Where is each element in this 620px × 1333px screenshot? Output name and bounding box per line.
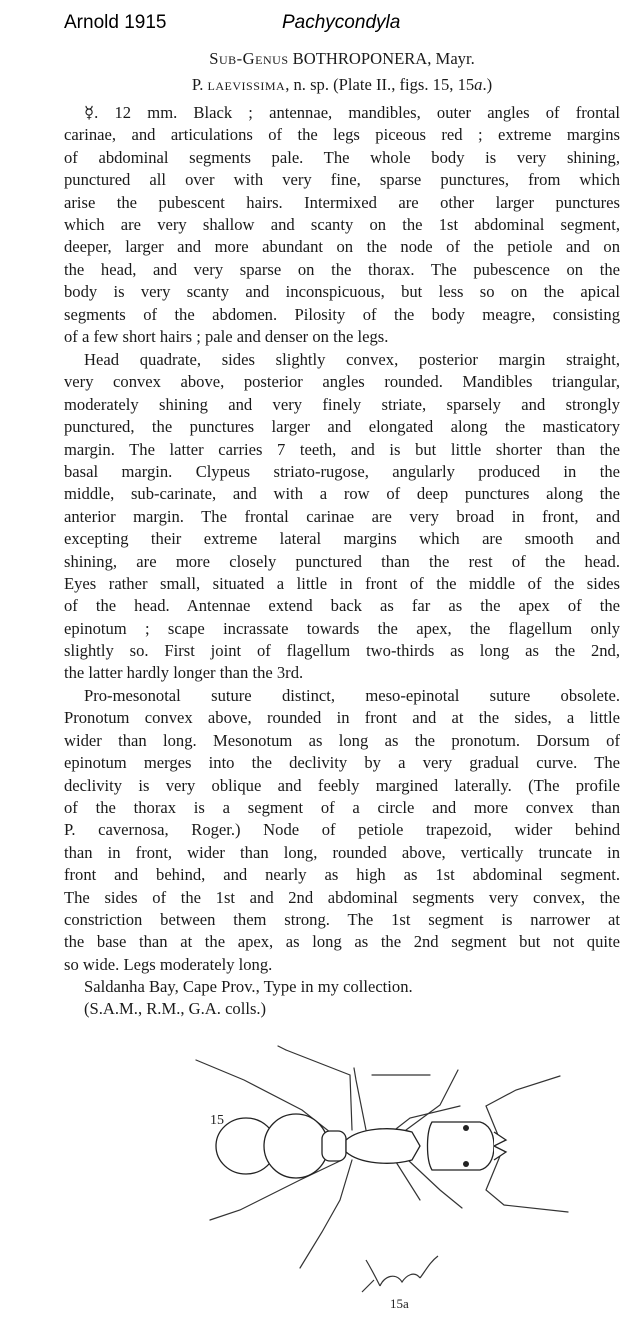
- figure-15a-label: 15a: [390, 1296, 409, 1311]
- subgenus-name: BOTHROPONERA, Mayr.: [292, 49, 475, 68]
- figure-15a-petiole: [362, 1256, 438, 1292]
- text-line: margin. The latter carries 7 teeth, and is but little shorter than the: [64, 439, 620, 459]
- text-line: of the thorax is a segment of a circle and more convex than: [64, 797, 620, 817]
- gaster-second-segment: [264, 1114, 328, 1178]
- text-line: of the head. Antennae extend back as far as the apex of the: [64, 596, 620, 616]
- head: [428, 1122, 495, 1170]
- text-line: segments of the abdomen. Pilosity of the body meagre, consisting: [64, 304, 620, 324]
- text-line: the latter hardly longer than the 3rd.: [64, 663, 304, 683]
- text-line: basal margin. Clypeus striato-rugose, angularly produced in the: [64, 461, 620, 481]
- text-line: the base than at the apex, as long as the 2nd segment but not quite: [64, 932, 620, 952]
- text-line: deeper, larger and more abundant on the node of the petiole and on: [64, 237, 620, 257]
- text-line: shining, are more closely punctured than the rest of the head.: [64, 551, 620, 571]
- eye-upper: [463, 1125, 469, 1131]
- text-line: which are very shallow and scanty on the 1st abdominal segment,: [64, 214, 620, 234]
- subgenus-prefix: Sub-Genus: [209, 49, 289, 68]
- text-line: so wide. Legs moderately long.: [64, 954, 273, 974]
- text-line: carinae, and articulations of the legs piceous red ; extreme margins: [64, 125, 620, 145]
- thorax: [346, 1129, 420, 1164]
- text-line: the head, and very sparse on the thorax. The pubescence on the: [64, 259, 620, 279]
- running-header-author: Arnold 1915: [64, 12, 167, 33]
- text-line: than in front, wider than long, rounded above, vertically truncate in: [64, 842, 620, 862]
- petiole-node: [322, 1131, 346, 1161]
- text-line: The sides of the 1st and 2nd abdominal segments very convex, the: [64, 887, 620, 907]
- text-line: front and behind, and nearly as high as 1st abdominal segment.: [64, 865, 620, 885]
- eye-lower: [463, 1161, 469, 1167]
- text-line: anterior margin. The frontal carinae are very broad in front, and: [64, 506, 620, 526]
- text-line: epinotum merges into the declivity by a very gradual curve. The: [64, 753, 620, 773]
- text-line: body is very scanty and inconspicuous, but less so on the apical: [64, 282, 620, 302]
- text-line: punctured, the punctures larger and elongated along the masticatory: [64, 417, 620, 437]
- text-line: slightly so. First joint of flagellum two-thirds as long as the 2nd,: [64, 641, 620, 661]
- species-plate-end: .): [482, 75, 493, 94]
- text-line: of a few short hairs ; pale and denser on the legs.: [64, 326, 389, 346]
- text-line: wider than long. Mesonotum as long as the pronotum. Dorsum of: [64, 730, 620, 750]
- text-line: P. cavernosa, Roger.) Node of petiole trapezoid, wider behind: [64, 820, 620, 840]
- species-epithet: laevissima: [207, 75, 286, 94]
- text-line: Head quadrate, sides slightly convex, posterior margin straight,: [84, 350, 620, 369]
- text-line: punctured all over with very fine, sparse punctures, from which: [64, 170, 620, 190]
- text-line: middle, sub-carinate, and with a row of deep punctures along the: [64, 484, 620, 504]
- text-line: arise the pubescent hairs. Intermixed are other larger punctures: [64, 192, 620, 212]
- text-line: of abdominal segments pale. The whole body is very shining,: [64, 147, 620, 167]
- text-line: (S.A.M., R.M., G.A. colls.): [84, 999, 267, 1019]
- text-line: epinotum ; scape incrassate towards the apex, the flagellum only: [64, 618, 620, 638]
- text-line: Saldanha Bay, Cape Prov., Type in my collection.: [84, 977, 413, 996]
- text-line: moderately shining and very finely striate, sparsely and strongly: [64, 394, 620, 414]
- species-genus-abbrev: P.: [191, 75, 204, 94]
- species-plate-suffix: a: [474, 75, 483, 94]
- text-line: excepting their extreme lateral margins which are smooth and: [64, 529, 620, 549]
- running-header-genus: Pachycondyla: [282, 12, 401, 33]
- text-line: ☿. 12 mm. Black ; antennae, mandibles, outer angles of frontal: [84, 103, 620, 122]
- text-line: Eyes rather small, situated a little in front of the middle of the sides: [64, 573, 620, 593]
- text-line: constriction between them strong. The 1st segment is narrower at: [64, 909, 620, 929]
- text-line: Pro-mesonotal suture distinct, meso-epinotal suture obsolete.: [84, 686, 620, 705]
- text-line: declivity is very oblique and feebly margined laterally. (The profile: [64, 775, 620, 795]
- species-plate-ref: , n. sp. (Plate II., figs. 15, 15: [285, 75, 475, 94]
- figure-15-label: 15: [210, 1113, 224, 1128]
- text-line: very convex above, posterior angles rounded. Mandibles triangular,: [64, 372, 620, 392]
- text-line: Pronotum convex above, rounded in front and at the sides, a little: [64, 708, 620, 728]
